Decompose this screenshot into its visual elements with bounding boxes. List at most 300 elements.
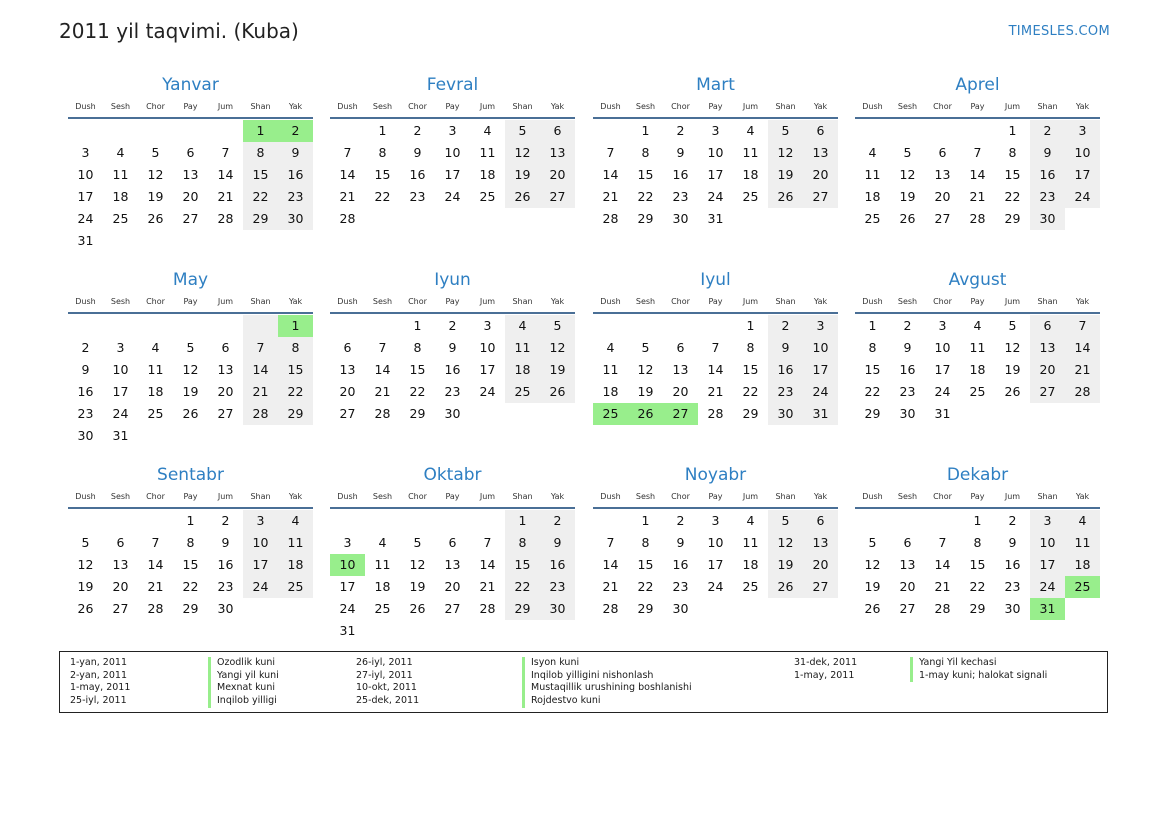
day-cell[interactable]: 12 bbox=[77, 557, 94, 572]
day-cell[interactable]: 16 bbox=[768, 359, 803, 381]
day-cell[interactable]: 25 bbox=[742, 189, 759, 204]
day-cell[interactable]: 17 bbox=[479, 362, 496, 377]
day-cell[interactable]: 21 bbox=[1065, 359, 1100, 381]
day-cell[interactable]: 7 bbox=[221, 145, 230, 160]
day-cell[interactable]: 16 bbox=[77, 384, 94, 399]
day-cell[interactable]: 27 bbox=[934, 211, 951, 226]
day-cell[interactable]: 21 bbox=[934, 579, 951, 594]
day-cell[interactable]: 15 bbox=[243, 164, 278, 186]
day-cell[interactable]: 9 bbox=[448, 340, 457, 355]
day-cell[interactable]: 18 bbox=[479, 167, 496, 182]
day-cell[interactable]: 8 bbox=[641, 535, 650, 550]
day-cell[interactable]: 30 bbox=[672, 211, 689, 226]
day-cell[interactable]: 29 bbox=[505, 598, 540, 620]
day-cell[interactable]: 10 bbox=[1030, 532, 1065, 554]
day-cell[interactable]: 18 bbox=[112, 189, 129, 204]
day-cell[interactable]: 23 bbox=[77, 406, 94, 421]
day-cell[interactable]: 13 bbox=[217, 362, 234, 377]
day-cell[interactable]: 19 bbox=[864, 579, 881, 594]
day-cell[interactable]: 18 bbox=[1065, 554, 1100, 576]
day-cell[interactable]: 16 bbox=[540, 554, 575, 576]
day-cell[interactable]: 21 bbox=[339, 189, 356, 204]
day-cell[interactable]: 16 bbox=[1030, 164, 1065, 186]
day-cell[interactable]: 17 bbox=[444, 167, 461, 182]
day-cell[interactable]: 23 bbox=[217, 579, 234, 594]
day-cell[interactable]: 27 bbox=[182, 211, 199, 226]
day-cell[interactable]: 21 bbox=[969, 189, 986, 204]
day-cell[interactable]: 5 bbox=[81, 535, 90, 550]
day-cell[interactable]: 16 bbox=[217, 557, 234, 572]
day-cell[interactable]: 29 bbox=[243, 208, 278, 230]
day-cell[interactable]: 17 bbox=[243, 554, 278, 576]
day-cell[interactable]: 11 bbox=[112, 167, 129, 182]
day-cell[interactable]: 18 bbox=[505, 359, 540, 381]
site-link[interactable]: TIMESLES.COM bbox=[1008, 24, 1110, 39]
day-cell[interactable]: 2 bbox=[81, 340, 90, 355]
day-cell[interactable]: 9 bbox=[413, 145, 422, 160]
day-cell[interactable]: 18 bbox=[742, 167, 759, 182]
day-cell[interactable]: 12 bbox=[899, 167, 916, 182]
day-cell[interactable]: 28 bbox=[374, 406, 391, 421]
day-cell[interactable]: 4 bbox=[606, 340, 615, 355]
day-cell[interactable]: 5 bbox=[413, 535, 422, 550]
day-cell[interactable]: 25 bbox=[278, 576, 313, 598]
day-cell[interactable]: 6 bbox=[186, 145, 195, 160]
day-cell[interactable]: 5 bbox=[903, 145, 912, 160]
day-cell[interactable]: 14 bbox=[479, 557, 496, 572]
day-cell[interactable]: 12 bbox=[768, 142, 803, 164]
day-cell[interactable]: 21 bbox=[479, 579, 496, 594]
day-cell[interactable]: 15 bbox=[864, 362, 881, 377]
day-cell[interactable]: 3 bbox=[243, 510, 278, 532]
day-cell[interactable]: 8 bbox=[868, 340, 877, 355]
day-cell[interactable]: 4 bbox=[868, 145, 877, 160]
day-cell[interactable]: 8 bbox=[378, 145, 387, 160]
day-cell[interactable]: 25 bbox=[742, 579, 759, 594]
day-cell[interactable]: 3 bbox=[803, 315, 838, 337]
day-cell[interactable]: 30 bbox=[672, 601, 689, 616]
day-cell[interactable]: 5 bbox=[1008, 318, 1017, 333]
day-cell[interactable]: 24 bbox=[339, 601, 356, 616]
day-cell[interactable]: 3 bbox=[938, 318, 947, 333]
day-cell[interactable]: 28 bbox=[1065, 381, 1100, 403]
day-cell[interactable]: 1 bbox=[868, 318, 877, 333]
day-cell[interactable]: 1 bbox=[378, 123, 387, 138]
day-cell[interactable]: 2 bbox=[1008, 513, 1017, 528]
day-cell[interactable]: 24 bbox=[1065, 186, 1100, 208]
day-cell[interactable]: 18 bbox=[278, 554, 313, 576]
day-cell[interactable]: 11 bbox=[147, 362, 164, 377]
day-cell[interactable]: 20 bbox=[112, 579, 129, 594]
day-cell[interactable]: 4 bbox=[116, 145, 125, 160]
day-cell[interactable]: 2 bbox=[676, 123, 685, 138]
day-cell[interactable]: 11 bbox=[742, 535, 759, 550]
day-cell[interactable]: 14 bbox=[374, 362, 391, 377]
day-cell[interactable]: 30 bbox=[768, 403, 803, 425]
day-cell[interactable]: 16 bbox=[672, 167, 689, 182]
day-cell[interactable]: 2 bbox=[540, 510, 575, 532]
day-cell[interactable]: 16 bbox=[899, 362, 916, 377]
day-cell[interactable]: 22 bbox=[374, 189, 391, 204]
day-cell[interactable]: 4 bbox=[278, 510, 313, 532]
day-cell[interactable]: 5 bbox=[768, 510, 803, 532]
day-cell[interactable]: 30 bbox=[1030, 208, 1065, 230]
day-cell[interactable]: 6 bbox=[540, 120, 575, 142]
day-cell[interactable]: 9 bbox=[768, 337, 803, 359]
day-cell[interactable]: 24 bbox=[112, 406, 129, 421]
day-cell[interactable]: 23 bbox=[899, 384, 916, 399]
day-cell[interactable]: 24 bbox=[934, 384, 951, 399]
day-cell[interactable]: 29 bbox=[864, 406, 881, 421]
day-cell[interactable]: 27 bbox=[112, 601, 129, 616]
day-cell[interactable]: 15 bbox=[969, 557, 986, 572]
day-cell[interactable]: 2 bbox=[903, 318, 912, 333]
day-cell[interactable]: 7 bbox=[1065, 315, 1100, 337]
day-cell[interactable]: 10 bbox=[479, 340, 496, 355]
day-cell[interactable]: 10 bbox=[444, 145, 461, 160]
day-cell[interactable]: 12 bbox=[1004, 340, 1021, 355]
day-cell[interactable]: 2 bbox=[221, 513, 230, 528]
day-cell[interactable]: 15 bbox=[742, 362, 759, 377]
day-cell[interactable]: 14 bbox=[147, 557, 164, 572]
day-cell[interactable]: 13 bbox=[803, 532, 838, 554]
day-cell[interactable]: 23 bbox=[444, 384, 461, 399]
day-cell[interactable]: 13 bbox=[182, 167, 199, 182]
day-cell[interactable]: 1 bbox=[186, 513, 195, 528]
day-cell[interactable]: 20 bbox=[672, 384, 689, 399]
day-cell[interactable]: 10 bbox=[934, 340, 951, 355]
day-cell[interactable]: 26 bbox=[768, 186, 803, 208]
day-cell[interactable]: 12 bbox=[182, 362, 199, 377]
day-cell[interactable]: 28 bbox=[934, 601, 951, 616]
day-cell[interactable]: 6 bbox=[116, 535, 125, 550]
day-cell[interactable]: 4 bbox=[505, 315, 540, 337]
day-cell[interactable]: 17 bbox=[77, 189, 94, 204]
day-cell[interactable]: 3 bbox=[343, 535, 352, 550]
day-cell[interactable]: 31 bbox=[803, 403, 838, 425]
day-cell[interactable]: 17 bbox=[339, 579, 356, 594]
day-cell[interactable]: 4 bbox=[378, 535, 387, 550]
day-cell[interactable]: 16 bbox=[672, 557, 689, 572]
day-cell[interactable]: 28 bbox=[707, 406, 724, 421]
day-cell[interactable]: 11 bbox=[1065, 532, 1100, 554]
day-cell[interactable]: 28 bbox=[339, 211, 356, 226]
day-cell[interactable]: 7 bbox=[711, 340, 720, 355]
day-cell[interactable]: 1 bbox=[641, 123, 650, 138]
day-cell[interactable]: 26 bbox=[540, 381, 575, 403]
day-cell[interactable]: 28 bbox=[602, 601, 619, 616]
day-cell[interactable]: 19 bbox=[505, 164, 540, 186]
day-cell[interactable]: 2 bbox=[676, 513, 685, 528]
day-cell[interactable]: 13 bbox=[934, 167, 951, 182]
day-cell[interactable]: 28 bbox=[147, 601, 164, 616]
day-cell[interactable]: 6 bbox=[343, 340, 352, 355]
day-cell[interactable]: 12 bbox=[637, 362, 654, 377]
day-cell[interactable]: 18 bbox=[969, 362, 986, 377]
day-cell[interactable]: 6 bbox=[1030, 315, 1065, 337]
day-cell[interactable]: 16 bbox=[409, 167, 426, 182]
day-cell[interactable]: 30 bbox=[444, 406, 461, 421]
day-cell[interactable]: 19 bbox=[540, 359, 575, 381]
day-cell[interactable]: 22 bbox=[182, 579, 199, 594]
day-cell[interactable]: 20 bbox=[899, 579, 916, 594]
day-cell[interactable]: 20 bbox=[217, 384, 234, 399]
day-cell[interactable]: 7 bbox=[343, 145, 352, 160]
day-cell[interactable]: 8 bbox=[641, 145, 650, 160]
day-cell[interactable]: 6 bbox=[448, 535, 457, 550]
day-cell[interactable]: 11 bbox=[969, 340, 986, 355]
day-cell[interactable]: 31 bbox=[112, 428, 129, 443]
day-cell[interactable]: 11 bbox=[602, 362, 619, 377]
day-cell[interactable]: 4 bbox=[483, 123, 492, 138]
day-cell[interactable]: 18 bbox=[864, 189, 881, 204]
day-cell[interactable]: 6 bbox=[938, 145, 947, 160]
day-cell[interactable]: 27 bbox=[803, 186, 838, 208]
day-cell[interactable]: 5 bbox=[151, 145, 160, 160]
day-cell[interactable]: 10 bbox=[243, 532, 278, 554]
day-cell[interactable]: 17 bbox=[112, 384, 129, 399]
day-cell[interactable]: 4 bbox=[1065, 510, 1100, 532]
day-cell[interactable]: 22 bbox=[505, 576, 540, 598]
day-cell[interactable]: 15 bbox=[637, 557, 654, 572]
day-cell[interactable]: 30 bbox=[1004, 601, 1021, 616]
day-cell[interactable]: 26 bbox=[768, 576, 803, 598]
day-cell[interactable]: 28 bbox=[479, 601, 496, 616]
day-cell[interactable]: 14 bbox=[339, 167, 356, 182]
day-cell[interactable]: 24 bbox=[243, 576, 278, 598]
day-cell[interactable]: 26 bbox=[409, 601, 426, 616]
day-cell[interactable]: 13 bbox=[672, 362, 689, 377]
day-cell[interactable]: 5 bbox=[868, 535, 877, 550]
day-cell[interactable]: 12 bbox=[147, 167, 164, 182]
day-cell[interactable]: 25 bbox=[374, 601, 391, 616]
day-cell[interactable]: 29 bbox=[742, 406, 759, 421]
day-cell[interactable]: 26 bbox=[864, 601, 881, 616]
day-cell[interactable]: 18 bbox=[602, 384, 619, 399]
day-cell[interactable]: 13 bbox=[112, 557, 129, 572]
day-cell[interactable]: 29 bbox=[182, 601, 199, 616]
day-cell[interactable]: 22 bbox=[1004, 189, 1021, 204]
day-cell[interactable]: 13 bbox=[444, 557, 461, 572]
day-cell[interactable]: 1 bbox=[1008, 123, 1017, 138]
day-cell[interactable]: 23 bbox=[1030, 186, 1065, 208]
day-cell[interactable]: 1 bbox=[746, 318, 755, 333]
day-cell[interactable]: 3 bbox=[116, 340, 125, 355]
day-cell[interactable]: 27 bbox=[1030, 381, 1065, 403]
day-cell[interactable]: 14 bbox=[969, 167, 986, 182]
day-cell[interactable]: 29 bbox=[1004, 211, 1021, 226]
day-cell[interactable]: 29 bbox=[637, 211, 654, 226]
day-cell[interactable]: 21 bbox=[147, 579, 164, 594]
day-cell[interactable]: 25 bbox=[112, 211, 129, 226]
day-cell[interactable]: 17 bbox=[707, 167, 724, 182]
day-cell[interactable]: 9 bbox=[903, 340, 912, 355]
day-cell[interactable]: 25 bbox=[864, 211, 881, 226]
day-cell[interactable]: 27 bbox=[339, 406, 356, 421]
day-cell[interactable]: 21 bbox=[707, 384, 724, 399]
day-cell[interactable]: 3 bbox=[1065, 120, 1100, 142]
day-cell[interactable]: 5 bbox=[505, 120, 540, 142]
day-cell[interactable]: 14 bbox=[217, 167, 234, 182]
day-cell[interactable]: 26 bbox=[147, 211, 164, 226]
day-cell[interactable]: 14 bbox=[602, 167, 619, 182]
day-cell[interactable]: 19 bbox=[147, 189, 164, 204]
day-cell[interactable]: 9 bbox=[1008, 535, 1017, 550]
day-cell[interactable]: 8 bbox=[505, 532, 540, 554]
day-cell[interactable]: 12 bbox=[505, 142, 540, 164]
day-cell[interactable]: 27 bbox=[540, 186, 575, 208]
day-cell[interactable]: 27 bbox=[444, 601, 461, 616]
day-cell[interactable]: 8 bbox=[243, 142, 278, 164]
day-cell[interactable]: 1 bbox=[413, 318, 422, 333]
day-cell[interactable]: 23 bbox=[672, 579, 689, 594]
day-cell[interactable]: 25 bbox=[479, 189, 496, 204]
day-cell[interactable]: 21 bbox=[243, 381, 278, 403]
day-cell[interactable]: 7 bbox=[243, 337, 278, 359]
day-cell[interactable]: 31 bbox=[707, 211, 724, 226]
day-cell[interactable]: 6 bbox=[676, 340, 685, 355]
day-cell[interactable]: 23 bbox=[278, 186, 313, 208]
day-cell[interactable]: 5 bbox=[641, 340, 650, 355]
day-cell[interactable]: 5 bbox=[768, 120, 803, 142]
day-cell[interactable]: 15 bbox=[182, 557, 199, 572]
day-cell[interactable]: 20 bbox=[803, 554, 838, 576]
day-cell[interactable]: 18 bbox=[742, 557, 759, 572]
day-cell[interactable]: 20 bbox=[934, 189, 951, 204]
holiday-day-cell[interactable]: 25 bbox=[1065, 576, 1100, 598]
day-cell[interactable]: 20 bbox=[803, 164, 838, 186]
holiday-day-cell[interactable]: 1 bbox=[243, 120, 278, 142]
day-cell[interactable]: 18 bbox=[147, 384, 164, 399]
day-cell[interactable]: 21 bbox=[217, 189, 234, 204]
day-cell[interactable]: 9 bbox=[1030, 142, 1065, 164]
day-cell[interactable]: 1 bbox=[641, 513, 650, 528]
day-cell[interactable]: 5 bbox=[186, 340, 195, 355]
day-cell[interactable]: 27 bbox=[803, 576, 838, 598]
day-cell[interactable]: 14 bbox=[243, 359, 278, 381]
day-cell[interactable]: 29 bbox=[409, 406, 426, 421]
day-cell[interactable]: 3 bbox=[1030, 510, 1065, 532]
day-cell[interactable]: 8 bbox=[186, 535, 195, 550]
day-cell[interactable]: 24 bbox=[1030, 576, 1065, 598]
day-cell[interactable]: 10 bbox=[707, 535, 724, 550]
day-cell[interactable]: 31 bbox=[339, 623, 356, 638]
day-cell[interactable]: 19 bbox=[1004, 362, 1021, 377]
day-cell[interactable]: 25 bbox=[147, 406, 164, 421]
day-cell[interactable]: 10 bbox=[1065, 142, 1100, 164]
day-cell[interactable]: 22 bbox=[243, 186, 278, 208]
day-cell[interactable]: 26 bbox=[77, 601, 94, 616]
day-cell[interactable]: 19 bbox=[768, 554, 803, 576]
day-cell[interactable]: 11 bbox=[505, 337, 540, 359]
day-cell[interactable]: 12 bbox=[864, 557, 881, 572]
day-cell[interactable]: 8 bbox=[413, 340, 422, 355]
day-cell[interactable]: 26 bbox=[182, 406, 199, 421]
day-cell[interactable]: 30 bbox=[77, 428, 94, 443]
day-cell[interactable]: 10 bbox=[803, 337, 838, 359]
day-cell[interactable]: 10 bbox=[77, 167, 94, 182]
day-cell[interactable]: 9 bbox=[81, 362, 90, 377]
day-cell[interactable]: 4 bbox=[973, 318, 982, 333]
day-cell[interactable]: 12 bbox=[540, 337, 575, 359]
day-cell[interactable]: 26 bbox=[505, 186, 540, 208]
holiday-day-cell[interactable]: 26 bbox=[628, 403, 663, 425]
holiday-day-cell[interactable]: 1 bbox=[278, 315, 313, 337]
holiday-day-cell[interactable]: 2 bbox=[278, 120, 313, 142]
day-cell[interactable]: 3 bbox=[81, 145, 90, 160]
day-cell[interactable]: 4 bbox=[746, 513, 755, 528]
day-cell[interactable]: 2 bbox=[768, 315, 803, 337]
day-cell[interactable]: 9 bbox=[676, 535, 685, 550]
day-cell[interactable]: 16 bbox=[444, 362, 461, 377]
day-cell[interactable]: 26 bbox=[899, 211, 916, 226]
day-cell[interactable]: 24 bbox=[77, 211, 94, 226]
day-cell[interactable]: 17 bbox=[1030, 554, 1065, 576]
day-cell[interactable]: 4 bbox=[746, 123, 755, 138]
day-cell[interactable]: 28 bbox=[243, 403, 278, 425]
day-cell[interactable]: 22 bbox=[969, 579, 986, 594]
day-cell[interactable]: 24 bbox=[803, 381, 838, 403]
day-cell[interactable]: 29 bbox=[637, 601, 654, 616]
day-cell[interactable]: 8 bbox=[746, 340, 755, 355]
day-cell[interactable]: 11 bbox=[278, 532, 313, 554]
day-cell[interactable]: 7 bbox=[973, 145, 982, 160]
day-cell[interactable]: 2 bbox=[1030, 120, 1065, 142]
day-cell[interactable]: 17 bbox=[707, 557, 724, 572]
day-cell[interactable]: 6 bbox=[803, 120, 838, 142]
day-cell[interactable]: 21 bbox=[602, 579, 619, 594]
day-cell[interactable]: 6 bbox=[903, 535, 912, 550]
day-cell[interactable]: 19 bbox=[77, 579, 94, 594]
day-cell[interactable]: 20 bbox=[444, 579, 461, 594]
day-cell[interactable]: 16 bbox=[1004, 557, 1021, 572]
holiday-day-cell[interactable]: 10 bbox=[330, 554, 365, 576]
day-cell[interactable]: 2 bbox=[413, 123, 422, 138]
day-cell[interactable]: 13 bbox=[339, 362, 356, 377]
day-cell[interactable]: 3 bbox=[448, 123, 457, 138]
day-cell[interactable]: 11 bbox=[374, 557, 391, 572]
day-cell[interactable]: 20 bbox=[1030, 359, 1065, 381]
day-cell[interactable]: 12 bbox=[409, 557, 426, 572]
day-cell[interactable]: 25 bbox=[969, 384, 986, 399]
day-cell[interactable]: 11 bbox=[742, 145, 759, 160]
day-cell[interactable]: 22 bbox=[864, 384, 881, 399]
day-cell[interactable]: 7 bbox=[483, 535, 492, 550]
day-cell[interactable]: 23 bbox=[409, 189, 426, 204]
holiday-day-cell[interactable]: 27 bbox=[663, 403, 698, 425]
day-cell[interactable]: 19 bbox=[182, 384, 199, 399]
day-cell[interactable]: 28 bbox=[217, 211, 234, 226]
day-cell[interactable]: 20 bbox=[182, 189, 199, 204]
day-cell[interactable]: 22 bbox=[637, 579, 654, 594]
day-cell[interactable]: 22 bbox=[278, 381, 313, 403]
day-cell[interactable]: 30 bbox=[540, 598, 575, 620]
day-cell[interactable]: 27 bbox=[217, 406, 234, 421]
day-cell[interactable]: 19 bbox=[899, 189, 916, 204]
day-cell[interactable]: 8 bbox=[973, 535, 982, 550]
day-cell[interactable]: 15 bbox=[637, 167, 654, 182]
day-cell[interactable]: 29 bbox=[278, 403, 313, 425]
holiday-day-cell[interactable]: 31 bbox=[1030, 598, 1065, 620]
day-cell[interactable]: 3 bbox=[711, 123, 720, 138]
day-cell[interactable]: 13 bbox=[899, 557, 916, 572]
day-cell[interactable]: 17 bbox=[1065, 164, 1100, 186]
day-cell[interactable]: 10 bbox=[112, 362, 129, 377]
day-cell[interactable]: 14 bbox=[1065, 337, 1100, 359]
day-cell[interactable]: 14 bbox=[707, 362, 724, 377]
day-cell[interactable]: 15 bbox=[374, 167, 391, 182]
day-cell[interactable]: 29 bbox=[969, 601, 986, 616]
